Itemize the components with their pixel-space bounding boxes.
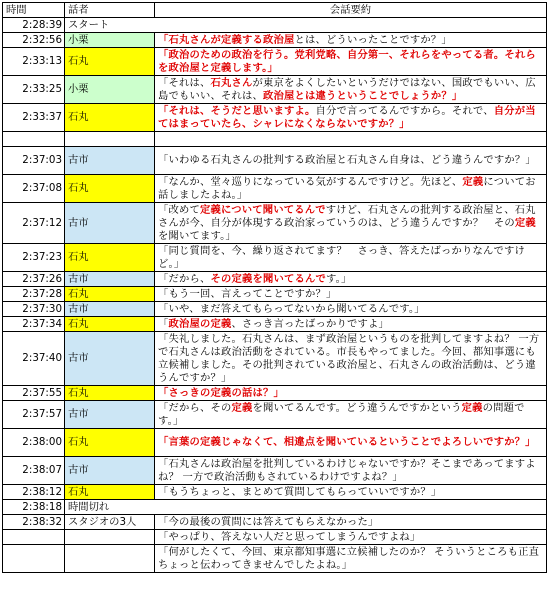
speaker-cell[interactable]: 石丸 — [65, 386, 155, 401]
summary-text: 自分で言ってるんですから。それで、 — [315, 104, 494, 117]
table-row — [3, 515, 547, 530]
table-row — [3, 485, 547, 500]
time-cell[interactable] — [3, 530, 65, 545]
summary-cell[interactable] — [155, 515, 547, 530]
summary-cell[interactable] — [155, 272, 547, 287]
table-row — [3, 317, 547, 332]
table-row — [3, 500, 547, 515]
speaker-cell[interactable]: 古市 — [65, 457, 155, 485]
speaker-cell[interactable]: 小栗 — [65, 33, 155, 48]
highlighted-text: 「 — [158, 33, 169, 46]
time-cell[interactable]: 2:37:40 — [3, 332, 65, 386]
table-row — [3, 457, 547, 485]
speaker-cell[interactable]: スタジオの3人 — [65, 515, 155, 530]
summary-cell[interactable] — [155, 429, 547, 457]
summary-cell[interactable] — [155, 302, 547, 317]
summary-text: すけど、石丸さんの批判する政治屋と、石丸さんが今、自分が体現する政治家っていうのは、どう違うんですか？ その — [158, 203, 536, 229]
summary-text: の問題です。」 — [158, 401, 525, 427]
summary-cell[interactable] — [155, 203, 547, 244]
summary-text: 「同じ質問を、今、繰り返されてます？ さっき、答えたばっかりなんですけど。」 — [158, 244, 525, 270]
speaker-cell[interactable]: 小栗 — [65, 76, 155, 104]
table-row — [3, 132, 547, 147]
highlighted-text: 定義 — [231, 401, 253, 414]
summary-text: す。」 — [325, 272, 352, 285]
table-row — [3, 429, 547, 457]
highlighted-text: 自分が当てはまっていたら、シャレになくならないですか？」 — [158, 104, 536, 130]
summary-text: 「もうちょっと、まとめて質問してもらっていいですか？」 — [158, 485, 442, 498]
speaker-cell[interactable]: 石丸 — [65, 104, 155, 132]
speaker-cell[interactable]: 古市 — [65, 272, 155, 287]
summary-cell[interactable] — [155, 485, 547, 500]
speaker-cell[interactable]: 時間切れ — [65, 500, 547, 515]
summary-cell[interactable] — [155, 76, 547, 104]
summary-cell[interactable] — [155, 530, 547, 545]
speaker-cell[interactable]: 古市 — [65, 332, 155, 386]
speaker-cell[interactable]: 古市 — [65, 401, 155, 429]
summary-text: 「失礼しました。石丸さんは、まず政治屋というものを批判してますよね？ 一方で石丸さんは政治活動をされている。市長もやってました。今回、都知事選にも立候補しました。その批判されている政治屋と、石丸さんの政治活動は、どう違うんですか？」 — [158, 332, 540, 384]
summary-cell[interactable] — [155, 457, 547, 485]
summary-cell[interactable] — [155, 244, 547, 272]
table-row — [3, 332, 547, 386]
speaker-cell[interactable]: スタート — [65, 18, 547, 33]
time-cell[interactable]: 2:38:07 — [3, 457, 65, 485]
time-cell[interactable] — [3, 545, 65, 573]
summary-cell[interactable] — [155, 287, 547, 302]
time-cell[interactable] — [3, 132, 65, 147]
time-cell[interactable]: 2:37:26 — [3, 272, 65, 287]
summary-text: 「何がしたくて、今回、東京都知事選に立候補したのか？ そういうところも正直ちょっと伝わってきませんでしたよね。」 — [158, 545, 540, 571]
summary-text: を聞いてるんです。どう違うんですかという — [252, 401, 462, 414]
summary-text: 「改めて — [158, 203, 200, 216]
conversation-table — [2, 2, 547, 573]
time-cell[interactable]: 2:37:34 — [3, 317, 65, 332]
summary-text: 「なんか、堂々巡りになっている気がするんですけど。先ほど、 — [158, 175, 463, 188]
speaker-cell[interactable]: 石丸 — [65, 175, 155, 203]
speaker-cell[interactable]: 石丸 — [65, 244, 155, 272]
highlighted-text: 定義 — [461, 401, 483, 414]
table-row — [3, 104, 547, 132]
table-row — [3, 302, 547, 317]
highlighted-text: 政治屋の定義 — [168, 317, 232, 330]
header-content[interactable]: 会話要約 — [155, 3, 547, 18]
speaker-cell[interactable] — [65, 530, 155, 545]
time-cell[interactable]: 2:28:39 — [3, 18, 65, 33]
summary-text: 「それは、 — [158, 76, 211, 89]
highlighted-text: 「政治のための政治を行う。党利党略、自分第一、それらをやってる者。それらを政治屋と定義します。」 — [158, 48, 536, 74]
summary-text: を聞いてます。」 — [158, 229, 237, 242]
speaker-cell[interactable]: 石丸 — [65, 48, 155, 76]
header-speaker[interactable]: 話者 — [65, 3, 155, 18]
summary-text: 、さっき言ったばっかりですよ」 — [231, 317, 389, 330]
time-cell[interactable]: 2:37:03 — [3, 147, 65, 175]
time-cell[interactable]: 2:33:25 — [3, 76, 65, 104]
table-row — [3, 545, 547, 573]
highlighted-text: 石丸さん — [210, 76, 253, 89]
header-row — [3, 3, 547, 18]
table-body — [3, 18, 547, 573]
summary-cell[interactable] — [155, 175, 547, 203]
speaker-cell[interactable] — [65, 132, 155, 147]
summary-text: 「いや、まだ答えてもらってないから聞いてるんです。」 — [158, 302, 425, 315]
time-cell[interactable]: 2:33:13 — [3, 48, 65, 76]
time-cell[interactable]: 2:38:18 — [3, 500, 65, 515]
summary-text: とは、どういったことですか？」 — [294, 33, 452, 46]
summary-cell[interactable] — [155, 401, 547, 429]
highlighted-text: 「さっきの定義の話は？」 — [158, 386, 284, 399]
speaker-cell[interactable]: 古市 — [65, 203, 155, 244]
time-cell[interactable]: 2:37:30 — [3, 302, 65, 317]
table-row — [3, 175, 547, 203]
highlighted-text: 「言葉の定義じゃなくて、相違点を聞いているということでよろしいですか？」 — [158, 436, 536, 448]
summary-text: 「だから、その — [158, 401, 232, 414]
table-row — [3, 18, 547, 33]
highlighted-text: 「それは、そうだと思いますよ。 — [158, 104, 316, 117]
summary-text: 「石丸さんは政治屋を批判しているわけじゃないですか？そこまであってますよね？ 一方で政治活動もされているわけですよね？」 — [158, 457, 536, 483]
table-row — [3, 401, 547, 429]
summary-cell[interactable] — [155, 317, 547, 332]
summary-text: 「 — [158, 317, 169, 330]
time-cell[interactable]: 2:37:55 — [3, 386, 65, 401]
summary-cell[interactable] — [155, 48, 547, 76]
time-cell[interactable]: 2:32:56 — [3, 33, 65, 48]
conversation-summary-sheet — [2, 2, 547, 573]
time-cell[interactable]: 2:37:57 — [3, 401, 65, 429]
summary-text: 「もう一回、言えってことですか？」 — [158, 287, 337, 300]
header-time[interactable]: 時間 — [3, 3, 65, 18]
table-row — [3, 386, 547, 401]
summary-text: が東京をよくしたいというだけではない、国政でもいい、広島でもいい、それは、 — [158, 76, 536, 102]
summary-cell[interactable] — [155, 33, 547, 48]
table-row — [3, 244, 547, 272]
summary-cell[interactable] — [155, 104, 547, 132]
speaker-cell[interactable]: 古市 — [65, 147, 155, 175]
time-cell[interactable]: 2:37:28 — [3, 287, 65, 302]
table-row — [3, 48, 547, 76]
highlighted-text: 石丸さんが定義する政治屋 — [168, 33, 295, 46]
time-cell[interactable]: 2:37:12 — [3, 203, 65, 244]
summary-text: 「だから、 — [158, 272, 211, 285]
table-row — [3, 287, 547, 302]
summary-cell[interactable] — [155, 147, 547, 175]
summary-text: 「やっぱり、答えない人だと思ってしまうんですよね」 — [158, 530, 421, 543]
time-cell[interactable]: 2:37:23 — [3, 244, 65, 272]
speaker-cell[interactable]: 石丸 — [65, 429, 155, 457]
speaker-cell[interactable]: 石丸 — [65, 485, 155, 500]
summary-cell[interactable] — [155, 386, 547, 401]
highlighted-text: 定義について聞いてるんで — [200, 203, 326, 216]
highlighted-text: 定義 — [462, 175, 484, 188]
time-cell[interactable]: 2:38:32 — [3, 515, 65, 530]
highlighted-text: 政治屋とは違うということでしょうか？」 — [262, 89, 463, 102]
summary-text: 「今の最後の質問には答えてもらえなかった」 — [158, 515, 379, 528]
highlighted-text: 定義 — [514, 216, 536, 229]
summary-text: についてお話しましたよね。」 — [158, 175, 536, 201]
time-cell[interactable]: 2:33:37 — [3, 104, 65, 132]
speaker-cell[interactable]: 石丸 — [65, 287, 155, 302]
table-row — [3, 530, 547, 545]
table-row — [3, 76, 547, 104]
time-cell[interactable]: 2:38:00 — [3, 429, 65, 457]
summary-cell[interactable] — [155, 545, 547, 573]
speaker-cell[interactable]: 古市 — [65, 302, 155, 317]
time-cell[interactable]: 2:37:08 — [3, 175, 65, 203]
summary-text: 「いわゆる石丸さんの批判する政治屋と石丸さん自身は、どう違うんですか？」 — [158, 154, 536, 166]
speaker-cell[interactable] — [65, 545, 155, 573]
summary-cell[interactable] — [155, 132, 547, 147]
table-row — [3, 203, 547, 244]
time-cell[interactable]: 2:38:12 — [3, 485, 65, 500]
table-row — [3, 272, 547, 287]
table-row — [3, 33, 547, 48]
highlighted-text: その定義を聞いてるんで — [210, 272, 326, 285]
summary-cell[interactable] — [155, 332, 547, 386]
table-row — [3, 147, 547, 175]
speaker-cell[interactable]: 石丸 — [65, 317, 155, 332]
